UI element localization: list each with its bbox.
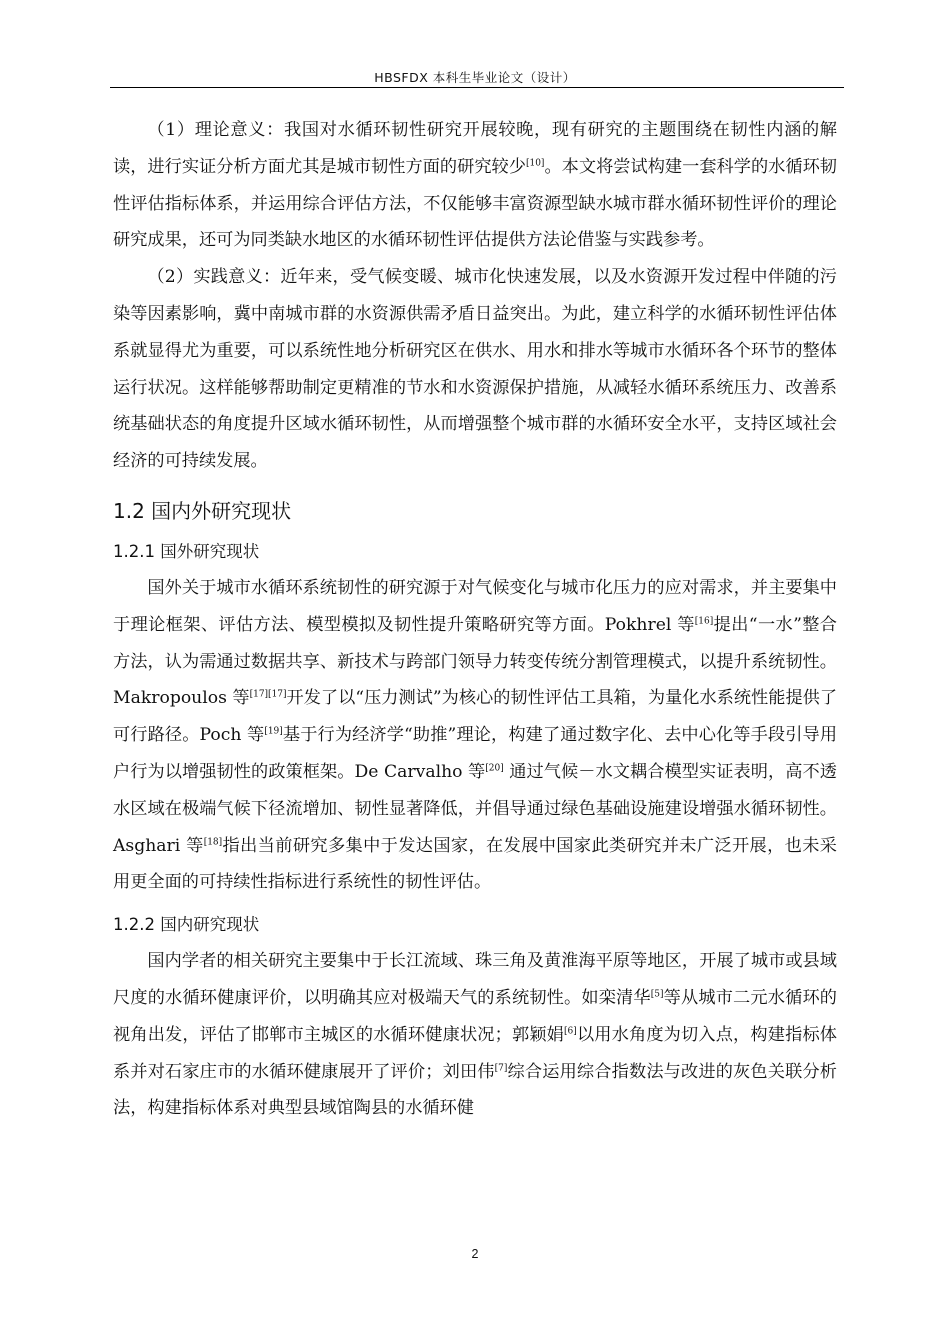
citation-marker: [10] xyxy=(525,158,545,169)
section-heading-1-2-1: 1.2.1 国外研究现状 xyxy=(113,541,260,561)
paragraph-text: （2）实践意义：近年来，受气候变暖、城市化快速发展，以及水资源开发过程中伴随的污染等因素影响，冀中南城市群的水资源供需矛盾日益突出。为此，建立科学的水循环韧性评估体系就显得尤为重要，可以系统性地分析研究区在供水、用水和排水等城市水循环各个环节的整体运行状况。这样能够帮助制定更精准的节水和水资源保护措施，从减轻水循环系统压力、改善系统基础状态的角度提升区域水循环韧性，从而增强整个城市群的水循环安全水平，支持区域社会经济的可持续发展。 xyxy=(113,267,837,472)
paragraph-text: （1）理论意义：我国对水循环韧性研究开展较晚，现有研究的主题围绕在韧性内涵的解读，进行实证分析方面尤其是城市韧性方面的研究较少 xyxy=(113,120,837,177)
header-rule xyxy=(110,87,844,88)
citation-marker: [17][17] xyxy=(249,689,287,700)
paragraph-text: 以用水角度为切入点，构建指标体系并对石家庄市的水循环健康展开了评价；刘田伟 xyxy=(113,1024,837,1082)
paragraph-theoretical-significance xyxy=(113,112,837,259)
paragraph-text: 国内学者的相关研究主要集中于长江流域、珠三角及黄淮海平原等地区，开展了城市或县域尺度的水循环健康评价，以明确其应对极端天气的系统韧性。如栾清华 xyxy=(113,951,837,1008)
page-body xyxy=(113,112,837,1127)
citation-marker: [16] xyxy=(694,616,714,627)
paragraph-text: 开发了以“压力测试”为核心的韧性评估工具箱，为量化水系统性能提供了可行路径。Poch 等 xyxy=(113,688,838,746)
section-heading-1-2-2: 1.2.2 国内研究现状 xyxy=(113,915,260,935)
paragraph-text: 通过气候－水文耦合模型实证表明，高不透水区域在极端气候下径流增加、韧性显著降低，并倡导通过绿色基础设施建设增强水循环韧性。Asghari 等 xyxy=(113,761,837,856)
paragraph-practical-significance xyxy=(113,259,837,480)
paragraph-text: 指出当前研究多集中于发达国家，在发展中国家此类研究并未广泛开展，也未采用更全面的可持续性指标进行系统性的韧性评估。 xyxy=(113,835,837,893)
paragraph-text: 基于行为经济学“助推”理论，构建了通过数字化、去中心化等手段引导用户行为以增强韧性的政策框架。De Carvalho 等 xyxy=(113,725,838,782)
paragraph-text: 提出“一水”整合方法，认为需通过数据共享、新技术与跨部门领导力转变传统分割管理模式，以提升系统韧性。Makropoulos 等 xyxy=(113,614,837,709)
paragraph-foreign-research xyxy=(113,570,837,901)
citation-marker: [5] xyxy=(650,989,664,1000)
citation-marker: [6] xyxy=(564,1025,577,1036)
paragraph-text: 。本文将尝试构建一套科学的水循环韧性评估指标体系，并运用综合评估方法，不仅能够丰富资源型缺水城市群水循环韧性评价的理论研究成果，还可为同类缺水地区的水循环韧性评估提供方法论借鉴与实践参考。 xyxy=(113,156,837,251)
page-header-title: HBSFDX 本科生毕业论文（设计） xyxy=(374,70,576,85)
paragraph-text: 国外关于城市水循环系统韧性的研究源于对气候变化与城市化压力的应对需求，并主要集中于理论框架、评估方法、模型模拟及韧性提升策略研究等方面。Pokhrel 等 xyxy=(113,577,837,635)
page-number: 2 xyxy=(471,1247,479,1261)
paragraph-text: 等从城市二元水循环的视角出发，评估了邯郸市主城区的水循环健康状况；郭颖娟 xyxy=(113,987,837,1045)
section-heading-1-2: 1.2 国内外研究现状 xyxy=(113,498,292,523)
citation-marker: [20] xyxy=(485,763,504,774)
citation-marker: [7] xyxy=(494,1062,508,1073)
paragraph-domestic-research xyxy=(113,943,837,1127)
paragraph-text: 综合运用综合指数法与改进的灰色关联分析法，构建指标体系对典型县域馆陶县的水循环健 xyxy=(113,1061,837,1119)
citation-marker: [19] xyxy=(264,726,283,737)
citation-marker: [18] xyxy=(203,836,223,847)
